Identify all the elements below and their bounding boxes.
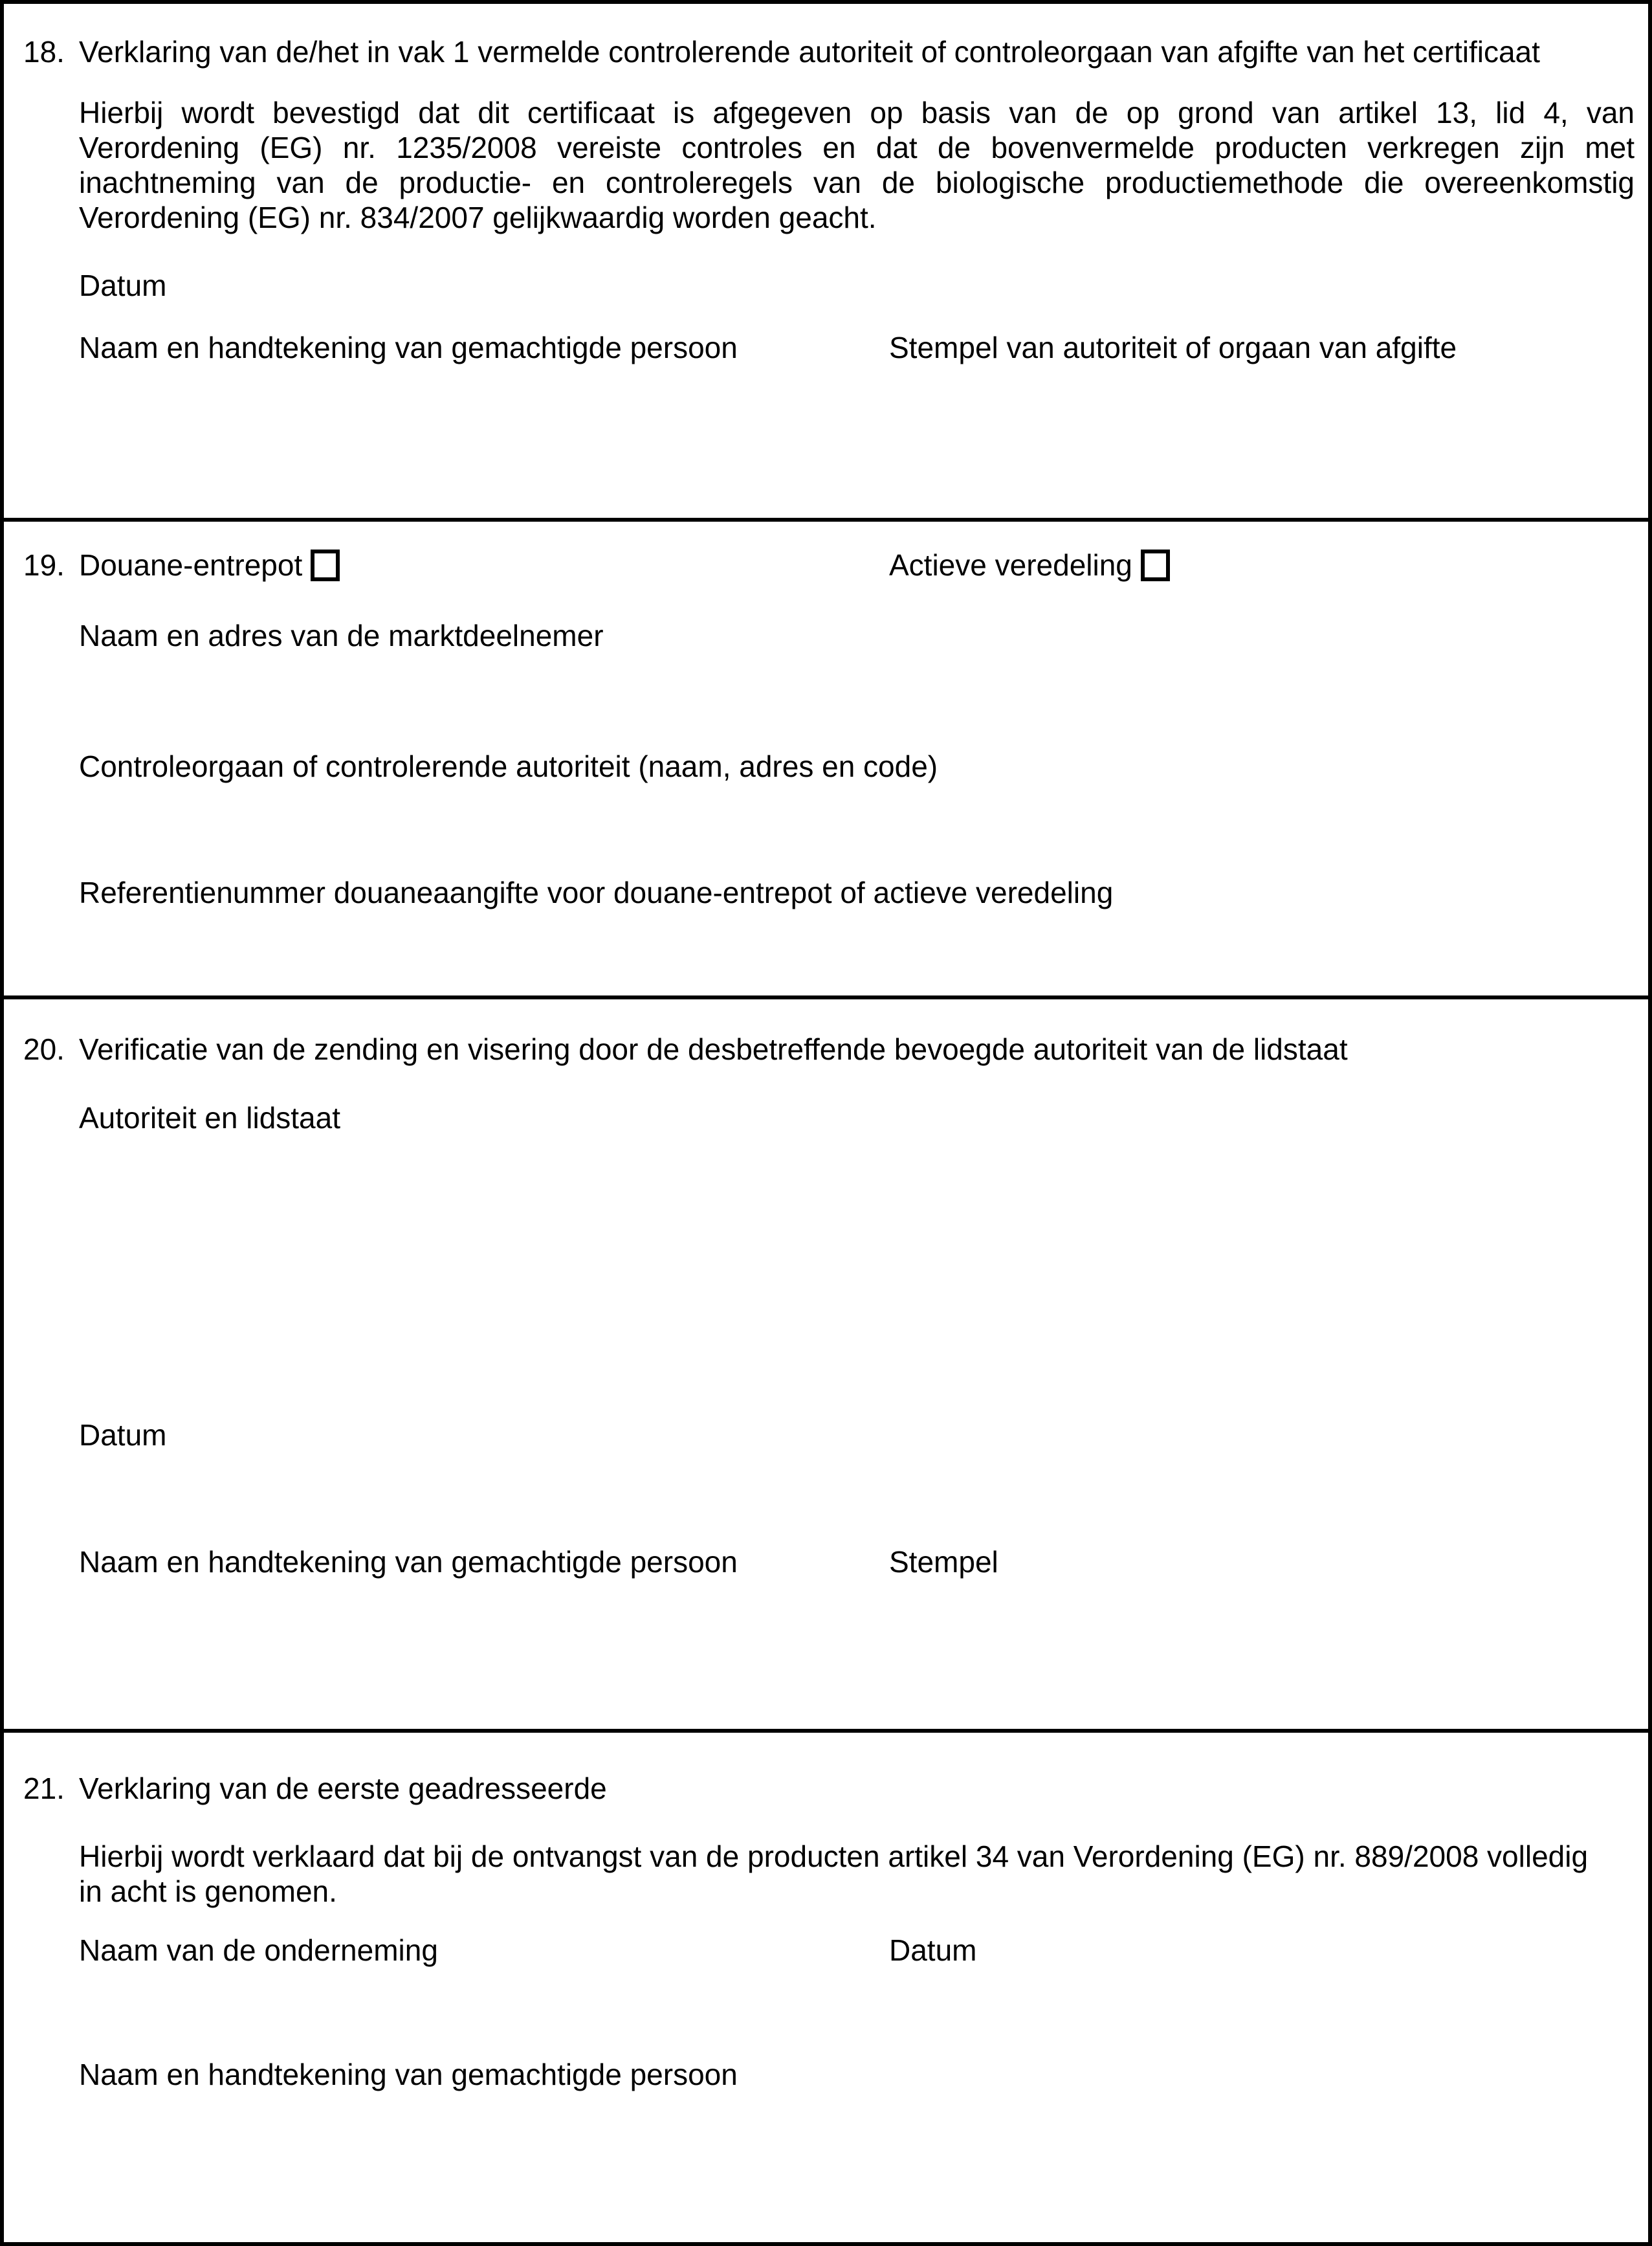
section-21-header: [4, 1771, 1631, 1806]
section-21-title: Verklaring van de eerste geadresseerde: [79, 1772, 607, 1805]
section-18-title: Verklaring van de/het in vak 1 vermelde controlerende autoriteit of controleorgaan van afgifte van het certificaat: [79, 35, 1540, 69]
section-19-checkbox-row: [79, 548, 1631, 583]
section-21-declaration-paragraph: [79, 1839, 1635, 1909]
section-18-stamp-label: Stempel van autoriteit of orgaan van afgifte: [889, 331, 1457, 364]
section-divider: [4, 995, 1648, 999]
authority-member-state-label: Autoriteit en lidstaat: [79, 1101, 341, 1135]
paragraph-line: inachtneming van de productie- en controleregels van de biologische productiemethode die overeenkomstig: [79, 166, 1635, 199]
section-divider: [4, 1729, 1648, 1733]
customs-warehouse-label: Douane-entrepot: [79, 548, 303, 582]
paragraph-line: Verordening (EG) nr. 834/2007 gelijkwaardig worden geacht.: [79, 201, 877, 234]
paragraph-line: Verordening (EG) nr. 1235/2008 vereiste controles en dat de bovenvermelde producten verkregen zijn met: [79, 131, 1635, 164]
customs-warehouse-checkbox[interactable]: [311, 550, 340, 581]
section-20-header: [4, 1032, 1631, 1067]
section-18-date-label: Datum: [79, 269, 167, 302]
paragraph-line: Hierbij wordt bevestigd dat dit certificaat is afgegeven op basis van de op grond van artikel 13, lid 4, van: [79, 96, 1635, 129]
undertaking-name-label: Naam van de onderneming: [79, 1933, 438, 1967]
section-18-declaration-paragraph: [79, 95, 1635, 235]
inward-processing-checkbox[interactable]: [1141, 550, 1170, 581]
section-18-name-signature-label: Naam en handtekening van gemachtigde persoon: [79, 331, 738, 364]
section-20-name-signature-label: Naam en handtekening van gemachtigde persoon: [79, 1545, 738, 1579]
section-20-number: 20.: [23, 1032, 65, 1066]
section-21-name-signature-label: Naam en handtekening van gemachtigde persoon: [79, 2058, 738, 2091]
operator-name-address-label: Naam en adres van de marktdeelnemer: [79, 619, 604, 652]
paragraph-line: Hierbij wordt verklaard dat bij de ontvangst van de producten artikel 34 van Verordening (EG) nr. 889/2008 volledig: [79, 1840, 1589, 1873]
section-18-header: [4, 34, 1631, 69]
section-18-number: 18.: [23, 35, 65, 69]
section-21-number: 21.: [23, 1772, 65, 1805]
inward-processing-label: Actieve veredeling: [889, 548, 1132, 582]
section-20-date-label: Datum: [79, 1418, 167, 1452]
section-19-number: 19.: [23, 548, 65, 582]
section-20-stamp-label: Stempel: [889, 1545, 998, 1579]
section-divider: [4, 518, 1648, 522]
control-body-label: Controleorgaan of controlerende autoriteit (naam, adres en code): [79, 750, 938, 783]
paragraph-line: in acht is genomen.: [79, 1874, 337, 1908]
inward-processing-row: [889, 548, 1170, 583]
customs-declaration-reference-label: Referentienummer douaneaangifte voor douane-entrepot of actieve veredeling: [79, 876, 1114, 909]
section-21-date-label: Datum: [889, 1933, 977, 1967]
section-20-title: Verificatie van de zending en visering door de desbetreffende bevoegde autoriteit van de lidstaat: [79, 1032, 1348, 1066]
section-19-header: [4, 548, 1631, 583]
